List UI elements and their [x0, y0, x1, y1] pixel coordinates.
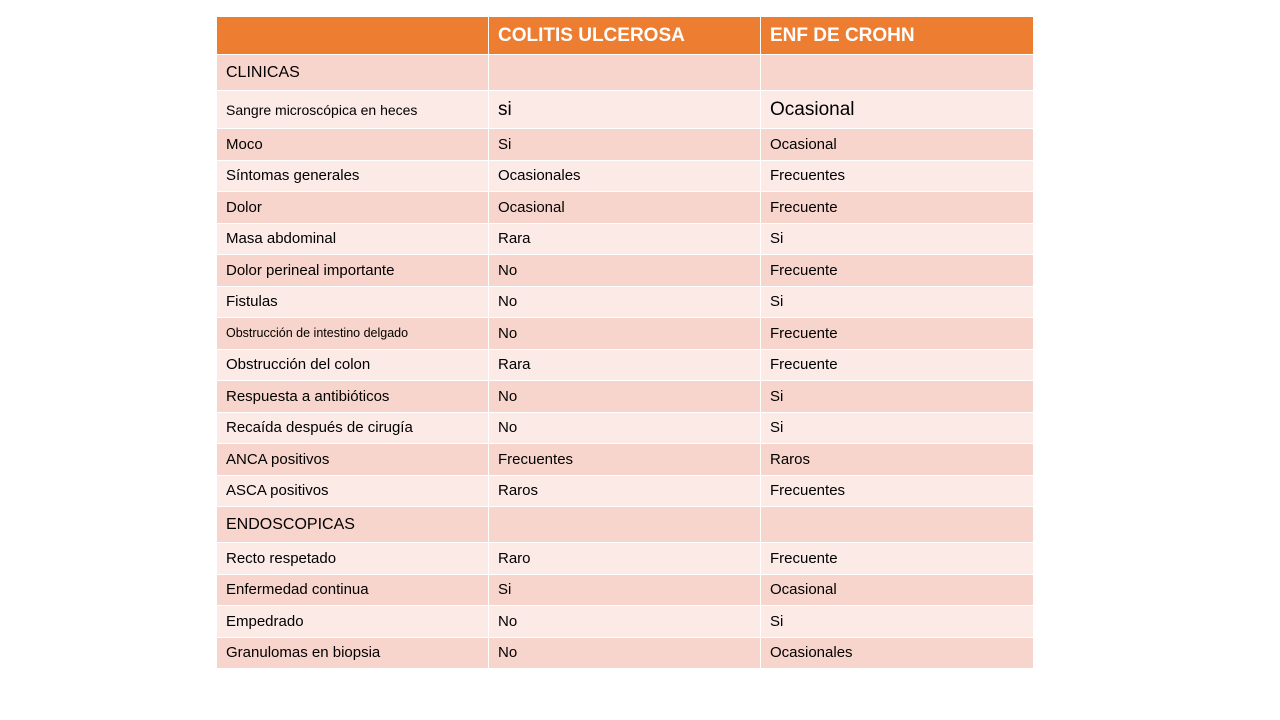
table-cell: Si — [761, 287, 1033, 319]
table-cell: Sangre microscópica en heces — [217, 91, 489, 129]
table-cell: Frecuente — [761, 350, 1033, 382]
header-row — [217, 17, 1033, 55]
table-cell: Ocasional — [761, 91, 1033, 129]
table-cell — [489, 55, 761, 91]
table-cell: Enfermedad continua — [217, 575, 489, 607]
table-cell: No — [489, 413, 761, 445]
table-cell: CLINICAS — [217, 55, 489, 91]
table-row — [217, 575, 1033, 607]
table-cell: Ocasionales — [489, 161, 761, 193]
header-cell-criteria — [217, 17, 489, 55]
table-cell: Recto respetado — [217, 543, 489, 575]
table-cell: Raros — [489, 476, 761, 508]
table-header — [217, 17, 1033, 55]
table-cell: Frecuente — [761, 318, 1033, 350]
comparison-table — [217, 17, 1033, 669]
table-cell: Dolor — [217, 192, 489, 224]
table-cell: Empedrado — [217, 606, 489, 638]
section-row-endoscopicas — [217, 507, 1033, 543]
table-cell: Rara — [489, 350, 761, 382]
table-row — [217, 638, 1033, 670]
table-cell: Ocasional — [761, 129, 1033, 161]
table-cell: No — [489, 287, 761, 319]
table-cell: ASCA positivos — [217, 476, 489, 508]
table-row — [217, 318, 1033, 350]
table-row — [217, 476, 1033, 508]
table-cell: Síntomas generales — [217, 161, 489, 193]
table-cell: Si — [761, 381, 1033, 413]
table-cell: ANCA positivos — [217, 444, 489, 476]
table-cell: Obstrucción de intestino delgado — [217, 318, 489, 350]
table-cell — [489, 507, 761, 543]
table-cell: Si — [761, 606, 1033, 638]
table-cell: No — [489, 638, 761, 670]
table-cell: Frecuente — [761, 255, 1033, 287]
table-cell: No — [489, 255, 761, 287]
table-row — [217, 287, 1033, 319]
table-cell: Si — [761, 224, 1033, 256]
table-row — [217, 606, 1033, 638]
table-cell: Si — [489, 129, 761, 161]
table-cell: Rara — [489, 224, 761, 256]
table-cell: Masa abdominal — [217, 224, 489, 256]
table-cell: Si — [489, 575, 761, 607]
table-row — [217, 444, 1033, 476]
table-row — [217, 381, 1033, 413]
table-cell: No — [489, 381, 761, 413]
table-cell: Frecuentes — [761, 161, 1033, 193]
table-cell: No — [489, 606, 761, 638]
table-cell: Frecuente — [761, 192, 1033, 224]
table-cell — [761, 507, 1033, 543]
table-row — [217, 161, 1033, 193]
table-cell: Frecuente — [761, 543, 1033, 575]
table-cell: ENDOSCOPICAS — [217, 507, 489, 543]
table-cell: Raros — [761, 444, 1033, 476]
table-cell: Moco — [217, 129, 489, 161]
table-cell: Frecuentes — [761, 476, 1033, 508]
table-cell — [761, 55, 1033, 91]
table-cell: Recaída después de cirugía — [217, 413, 489, 445]
table-row — [217, 543, 1033, 575]
table-cell: Granulomas en biopsia — [217, 638, 489, 670]
table-cell: Ocasional — [761, 575, 1033, 607]
table-cell: Respuesta a antibióticos — [217, 381, 489, 413]
table-cell: Fistulas — [217, 287, 489, 319]
table-row — [217, 224, 1033, 256]
header-cell-colitis-ulcerosa: COLITIS ULCEROSA — [489, 17, 761, 55]
table-row — [217, 129, 1033, 161]
table-row — [217, 91, 1033, 129]
table-cell: Frecuentes — [489, 444, 761, 476]
header-cell-enf-de-crohn: ENF DE CROHN — [761, 17, 1033, 55]
section-row-clinicas — [217, 55, 1033, 91]
table-cell: si — [489, 91, 761, 129]
table-cell: Ocasional — [489, 192, 761, 224]
table-cell: No — [489, 318, 761, 350]
table-row — [217, 255, 1033, 287]
table-row — [217, 192, 1033, 224]
table-cell: Obstrucción del colon — [217, 350, 489, 382]
table-row — [217, 350, 1033, 382]
table-row — [217, 413, 1033, 445]
table-cell: Ocasionales — [761, 638, 1033, 670]
table-body — [217, 55, 1033, 669]
table-cell: Si — [761, 413, 1033, 445]
table-cell: Dolor perineal importante — [217, 255, 489, 287]
table-cell: Raro — [489, 543, 761, 575]
